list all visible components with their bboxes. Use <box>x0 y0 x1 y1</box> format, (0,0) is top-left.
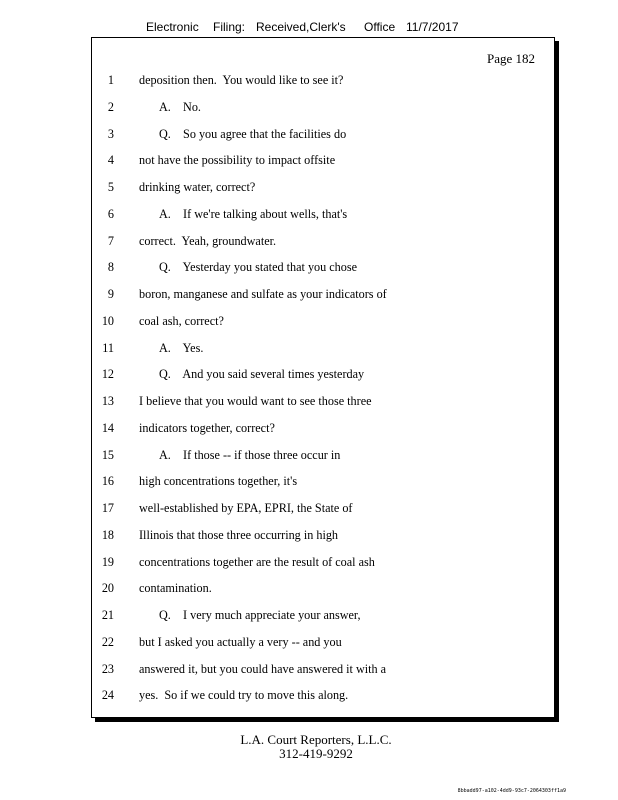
line-number: 21 <box>101 608 114 622</box>
line-number: 19 <box>101 554 114 569</box>
line-number: 14 <box>101 420 114 435</box>
line-text: A. No. <box>159 99 201 114</box>
filing-header-filing: Filing: <box>213 20 246 34</box>
line-text: Q. And you said several times yesterday <box>159 367 365 382</box>
page-number: Page 182 <box>486 51 535 66</box>
line-text: boron, manganese and sulfate as your indicators of <box>139 287 387 301</box>
line-text: answered it, but you could have answered it with a <box>139 661 387 676</box>
line-number: 24 <box>101 688 114 703</box>
page-shadow-right <box>555 41 559 722</box>
line-number: 9 <box>107 287 114 301</box>
line-text: A. If those -- if those three occur in <box>159 447 341 462</box>
line-number: 20 <box>101 581 114 596</box>
line-text: drinking water, correct? <box>139 180 256 194</box>
line-number: 17 <box>101 501 114 515</box>
line-number: 10 <box>101 313 114 328</box>
line-number: 8 <box>107 260 114 275</box>
line-text: indicators together, correct? <box>139 420 275 435</box>
line-number: 22 <box>101 634 114 649</box>
line-text: contamination. <box>139 581 212 596</box>
line-text: high concentrations together, it's <box>139 474 298 489</box>
line-number: 5 <box>107 180 114 194</box>
line-number: 18 <box>101 527 114 542</box>
court-reporter-name: L.A. Court Reporters, L.L.C. <box>240 732 392 747</box>
line-text: A. Yes. <box>159 340 204 355</box>
line-text: Q. I very much appreciate your answer, <box>159 608 361 622</box>
line-text: deposition then. You would like to see it? <box>139 73 344 87</box>
line-text: Illinois that those three occurring in high <box>139 527 339 542</box>
line-number: 23 <box>101 661 114 676</box>
line-number: 11 <box>102 340 114 355</box>
line-text: correct. Yeah, groundwater. <box>139 233 277 248</box>
line-number: 7 <box>107 233 114 248</box>
line-number: 4 <box>107 153 114 168</box>
filing-header-electronic: Electronic <box>146 20 199 34</box>
line-text: concentrations together are the result of coal ash <box>139 554 375 569</box>
line-number: 2 <box>107 99 114 114</box>
line-number: 13 <box>101 394 114 408</box>
line-text: I believe that you would want to see those three <box>139 394 372 408</box>
filing-header <box>146 20 476 38</box>
line-text: yes. So if we could try to move this along. <box>139 688 349 703</box>
filing-header-office: Office <box>364 20 396 34</box>
court-reporter-phone: 312-419-9292 <box>279 746 353 761</box>
line-text: Q. So you agree that the facilities do <box>159 126 347 141</box>
filing-header-date: 11/7/2017 <box>406 20 459 34</box>
line-text: well-established by EPA, EPRI, the State of <box>139 501 353 515</box>
document-id: 8bbadd97-a102-4dd9-93c7-2064303ff1a9 <box>457 788 566 794</box>
line-text: coal ash, correct? <box>139 313 224 328</box>
line-text: but I asked you actually a very -- and you <box>139 634 342 649</box>
line-number: 6 <box>107 206 114 221</box>
line-text: Q. Yesterday you stated that you chose <box>159 260 358 275</box>
line-number: 12 <box>101 367 114 382</box>
line-text: not have the possibility to impact offsite <box>139 153 336 168</box>
page-shadow-bottom <box>95 718 559 722</box>
line-number: 15 <box>101 447 114 462</box>
line-text: A. If we're talking about wells, that's <box>159 206 348 221</box>
line-number: 3 <box>107 126 114 141</box>
line-number: 16 <box>101 474 114 489</box>
line-number: 1 <box>107 73 114 87</box>
filing-header-received: Received,Clerk's <box>256 20 346 34</box>
